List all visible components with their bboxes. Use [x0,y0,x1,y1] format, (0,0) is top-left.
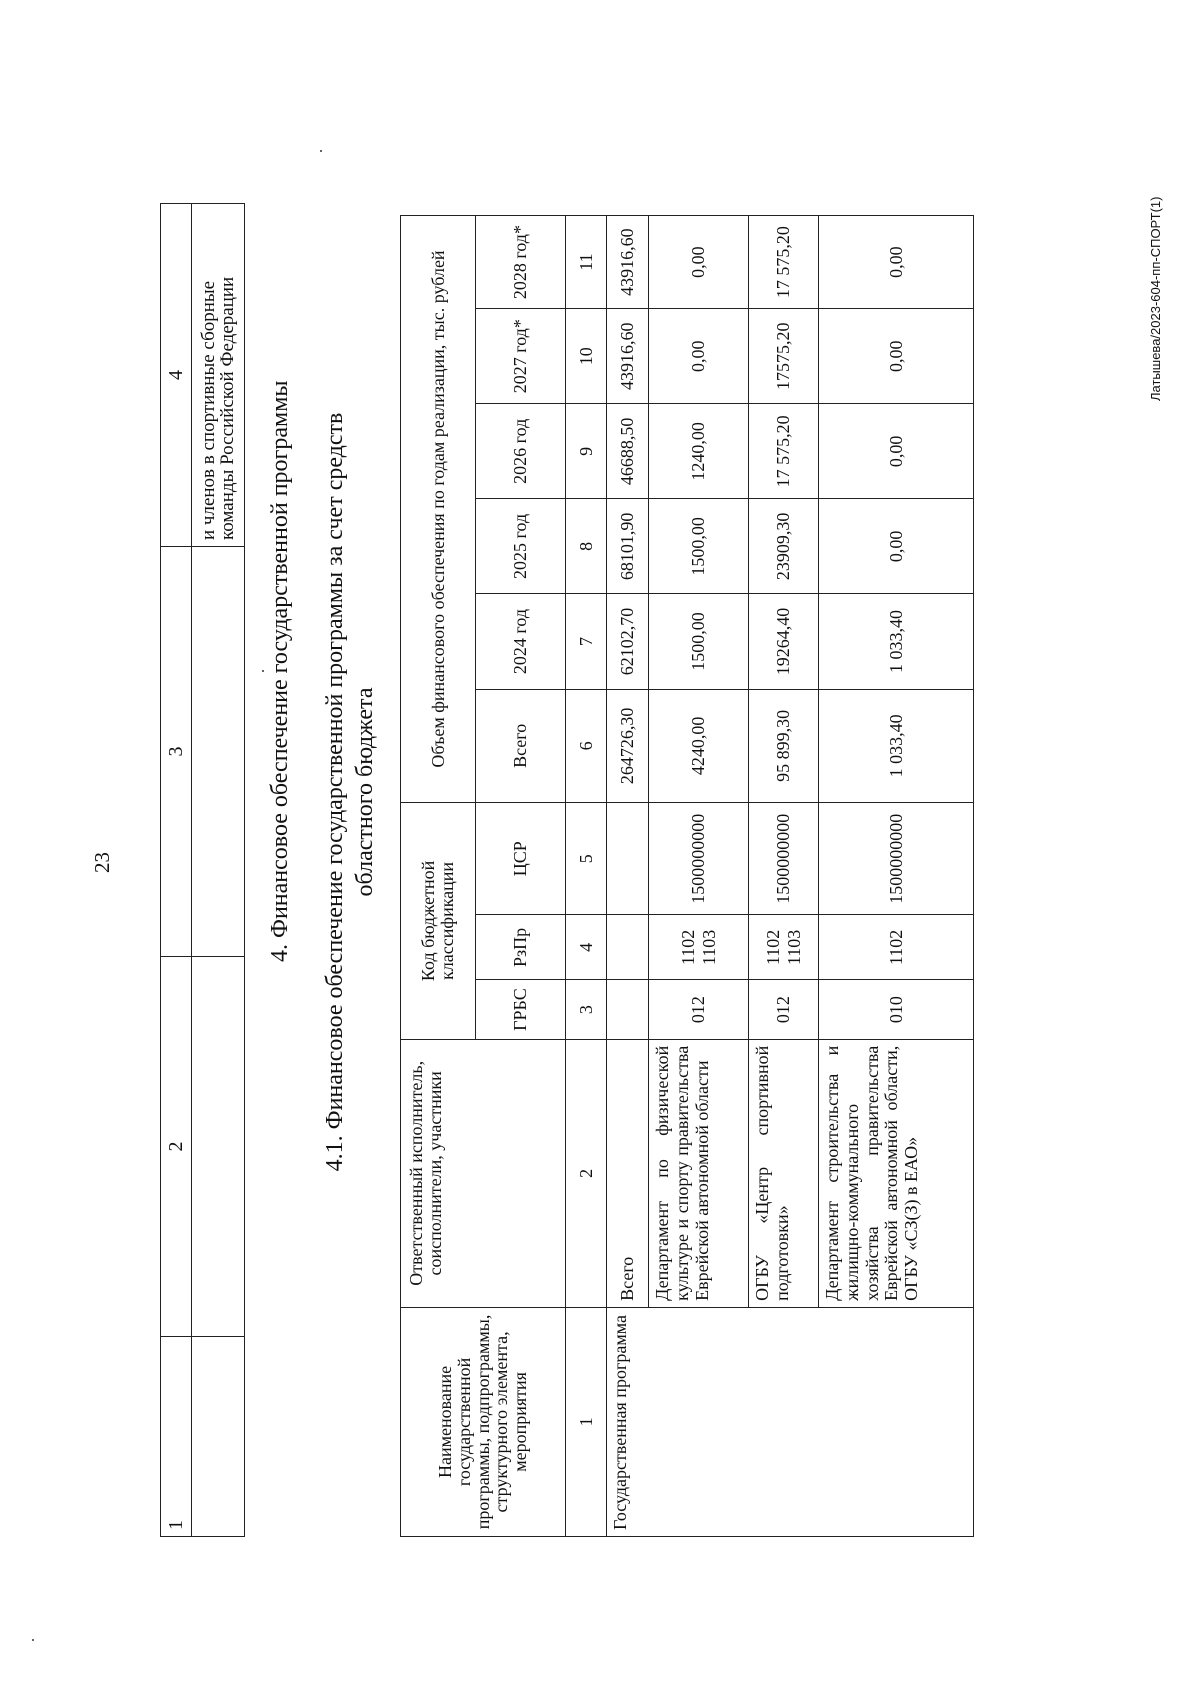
speck [32,1639,34,1641]
continuation-table [160,203,245,1537]
row-value: 1500,00 [649,594,749,689]
row-grbs: 010 [819,980,974,1039]
row-value: 0,00 [819,499,974,594]
row-value: 1500,00 [649,499,749,594]
row-value: 17 575,20 [749,216,819,309]
row-csr: 1500000000 [649,803,749,915]
top-table-cell [192,957,245,1337]
row-value: 17575,20 [749,309,819,404]
top-table-cell-text: и членов в спортивные сборные команды Российской Федерации [192,204,245,547]
column-number: 5 [566,803,607,915]
row-value: 0,00 [819,404,974,499]
top-table-header-1: 1 [161,1337,192,1537]
row-value: 0,00 [819,216,974,309]
program-name: Государственная программа [607,1307,974,1536]
column-number: 3 [566,980,607,1039]
row-rzpr: 1102 1103 [749,915,819,980]
column-number: 4 [566,915,607,980]
column-number: 2 [566,1039,607,1307]
header-budget-code: Код бюджетной классификации [401,803,476,1040]
row-value: 0,00 [649,309,749,404]
header-year: 2024 год [476,594,566,689]
row-rzpr [607,915,649,980]
row-value: 46688,50 [607,404,649,499]
row-value: 1 033,40 [819,594,974,689]
row-grbs: 012 [649,980,749,1039]
header-year: 2026 год [476,404,566,499]
speck [320,150,322,152]
top-table-header-3: 3 [161,547,192,957]
row-rzpr: 1102 1103 [649,915,749,980]
column-number: 6 [566,689,607,803]
row-grbs: 012 [749,980,819,1039]
header-year: 2027 год* [476,309,566,404]
column-number: 1 [566,1307,607,1536]
row-csr: 1500000000 [749,803,819,915]
header-executor: Ответственный исполнитель, соисполнители, участники [401,1039,566,1307]
row-value: 0,00 [819,309,974,404]
row-rzpr: 1102 [819,915,974,980]
header-grbs: ГРБС [476,980,566,1039]
row-csr: 1500000000 [819,803,974,915]
page-number: 23 [90,852,114,873]
top-table-header-4: 4 [161,204,192,547]
header-year: 2028 год* [476,216,566,309]
row-executor: ОГБУ «Центр спортивной подготовки» [749,1039,819,1307]
row-value: 19264,40 [749,594,819,689]
row-executor: Департамент строительства и жилищно-коммунального хозяйства правительства Еврейской автономной области, ОГБУ «СЗ(З) в ЕАО» [819,1039,974,1307]
row-grbs [607,980,649,1039]
column-number: 8 [566,499,607,594]
speck [262,670,264,672]
top-table-cell [192,547,245,957]
row-executor: Департамент по физической культуре и спорту правительства Еврейской автономной области [649,1039,749,1307]
header-total: Всего [476,689,566,803]
header-csr: ЦСР [476,803,566,915]
row-executor: Всего [607,1039,649,1307]
finance-table [400,215,974,1537]
header-name: Наименование государственной программы, подпрограммы, структурного элемента, мероприятия [401,1307,566,1536]
subsection-title: 4.1. Финансовое обеспечение государственной программы за счет средств областного бюджета [322,412,378,1172]
row-value: 68101,90 [607,499,649,594]
header-year: 2025 год [476,499,566,594]
row-value: 43916,60 [607,216,649,309]
top-table-cell [192,1337,245,1537]
header-rzpr: РзПр [476,915,566,980]
top-table-header-2: 2 [161,957,192,1337]
column-number: 7 [566,594,607,689]
row-value: 1240,00 [649,404,749,499]
footer-reference: Латышева/2023-604-пп-СПОРТ(1) [1148,196,1163,401]
row-value: 23909,30 [749,499,819,594]
row-value: 17 575,20 [749,404,819,499]
column-number: 11 [566,216,607,309]
row-value: 4240,00 [649,689,749,803]
section-title: 4. Финансовое обеспечение государственной программы [267,380,293,962]
row-value: 62102,70 [607,594,649,689]
header-finance: Объем финансового обеспечения по годам реализации, тыс. рублей [401,216,476,803]
column-number: 10 [566,309,607,404]
row-value: 95 899,30 [749,689,819,803]
table-row [607,216,649,1537]
row-value: 264726,30 [607,689,649,803]
row-value: 0,00 [649,216,749,309]
column-number: 9 [566,404,607,499]
row-csr [607,803,649,915]
row-value: 43916,60 [607,309,649,404]
row-value: 1 033,40 [819,689,974,803]
